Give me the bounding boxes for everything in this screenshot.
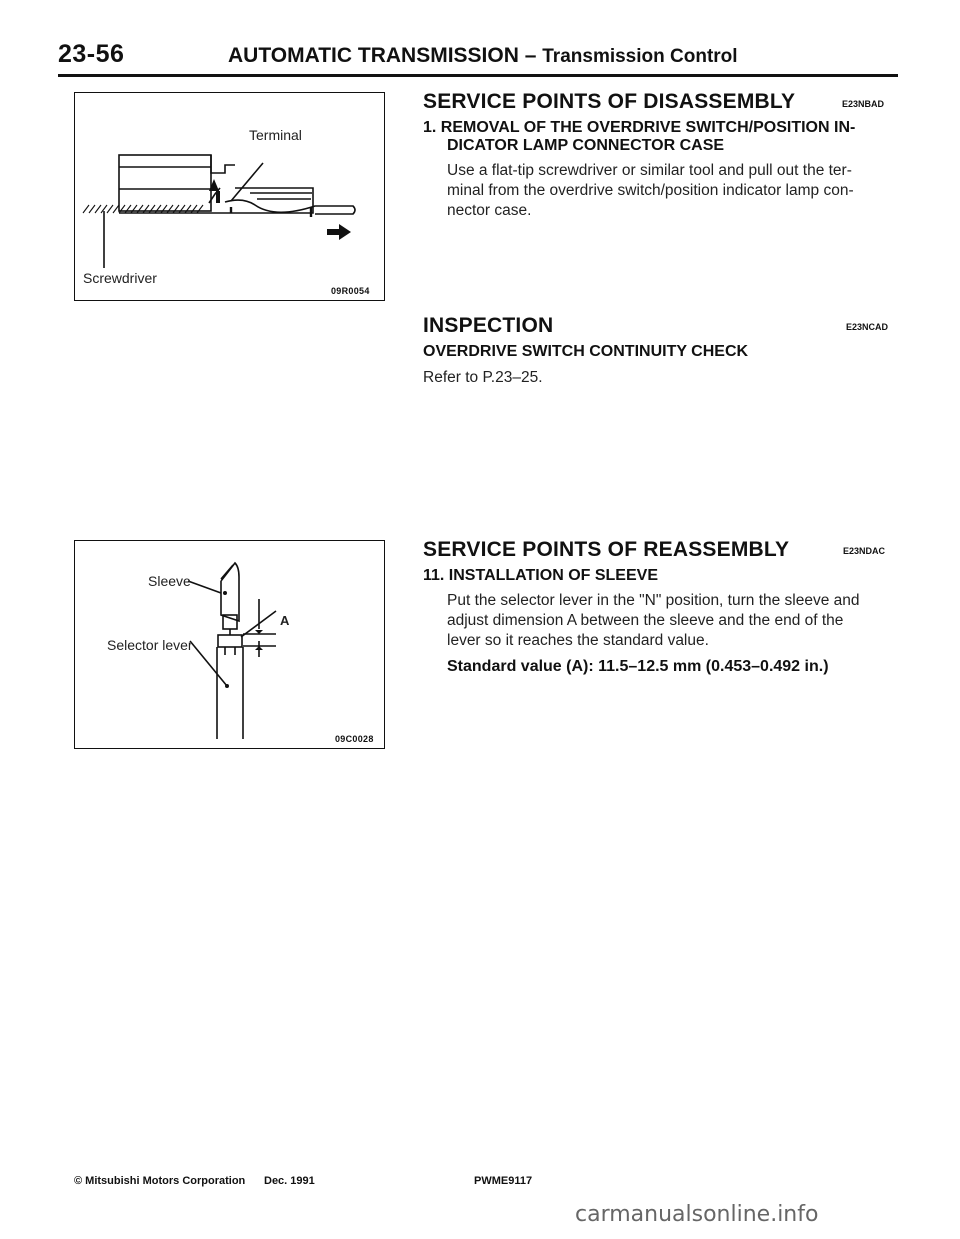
footer-copyright: © Mitsubishi Motors Corporation [74,1175,246,1187]
disassembly-body-3: nector case. [447,202,532,219]
label-terminal: Terminal [249,127,302,143]
disassembly-item-heading-2: DICATOR LAMP CONNECTOR CASE [447,137,725,154]
reassembly-body-2: adjust dimension A between the sleeve and the end of the [447,612,844,629]
disassembly-body-2: minal from the overdrive switch/position indicator lamp con- [447,182,854,199]
label-sleeve: Sleeve [148,573,191,589]
connector-case-drawing [75,93,384,300]
reassembly-title: SERVICE POINTS OF REASSEMBLY [423,538,790,561]
watermark: carmanualsonline.info [575,1202,819,1227]
label-selector-lever: Selector lever [107,637,193,653]
disassembly-title: SERVICE POINTS OF DISASSEMBLY [423,90,796,113]
figure-sleeve [74,540,385,749]
label-dimension-a: A [280,613,290,628]
disassembly-body-1: Use a flat-tip screwdriver or similar tool and pull out the ter- [447,162,852,179]
title-main: AUTOMATIC TRANSMISSION [228,44,519,67]
inspection-code: E23NCAD [846,322,889,332]
reassembly-body-1: Put the selector lever in the "N" position, turn the sleeve and [447,592,860,609]
inspection-body: Refer to P.23–25. [423,369,543,386]
figure-code: 09R0054 [331,286,370,296]
figure-code: 09C0028 [335,734,374,744]
reassembly-body-3: lever so it reaches the standard value. [447,632,709,649]
page-number: 23-56 [58,40,125,68]
disassembly-item-heading-1: 1. REMOVAL OF THE OVERDRIVE SWITCH/POSITION IN- [423,119,856,136]
label-screwdriver: Screwdriver [83,270,157,286]
reassembly-item-heading: 11. INSTALLATION OF SLEEVE [423,567,658,584]
reassembly-code: E23NDAC [843,546,886,556]
disassembly-code: E23NBAD [842,99,885,109]
footer-doc-code: PWME9117 [474,1175,533,1187]
footer-date: Dec. 1991 [264,1175,315,1187]
page-title [228,44,738,68]
standard-value: Standard value (A): 11.5–12.5 mm (0.453–0.492 in.) [447,658,829,675]
header-rule [58,74,898,77]
figure-connector-case [74,92,385,301]
title-separator: – [518,44,543,67]
title-sub: Transmission Control [542,46,738,67]
inspection-title: INSPECTION [423,314,554,337]
inspection-subheading: OVERDRIVE SWITCH CONTINUITY CHECK [423,343,749,360]
